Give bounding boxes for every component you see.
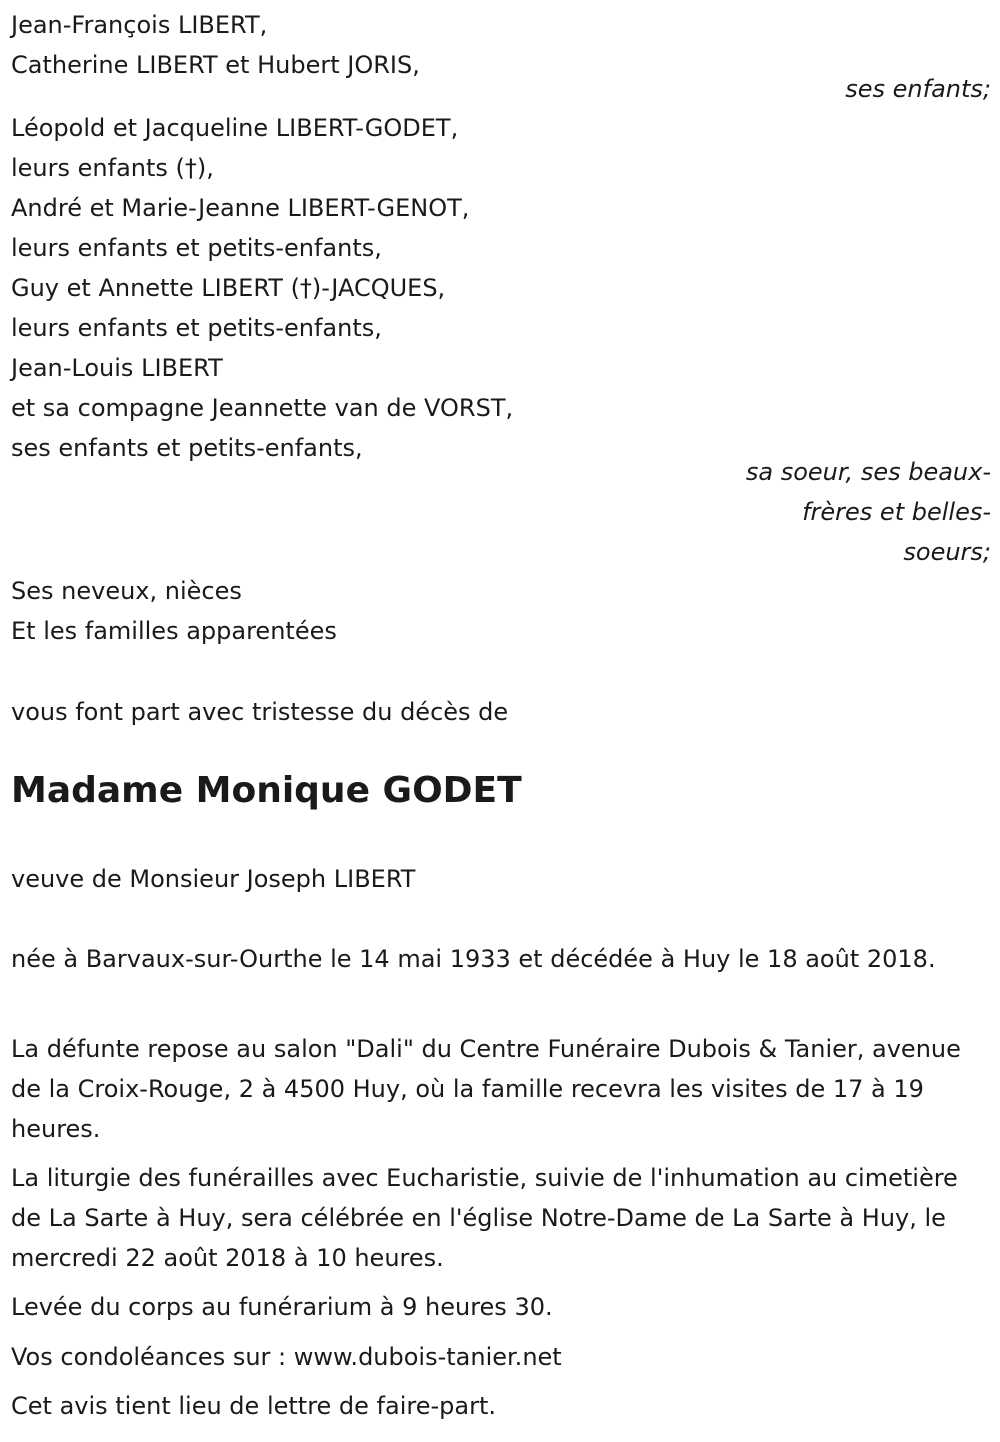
sibling-line: et sa compagne Jeannette van de VORST, (11, 394, 514, 422)
birth-death-paragraph: née à Barvaux-sur-Ourthe le 14 mai 1933 et décédée à Huy le 18 août 2018. (11, 945, 936, 973)
widow-of-text: veuve de Monsieur Joseph LIBERT (11, 865, 416, 893)
sibling-line: leurs enfants et petits-enfants, (11, 314, 382, 342)
sibling-line: leurs enfants (†), (11, 154, 214, 182)
condolences-paragraph: Vos condoléances sur : www.dubois-tanier.net (11, 1343, 562, 1371)
announcement-text: vous font part avec tristesse du décès de (11, 698, 509, 726)
sibling-line: ses enfants et petits-enfants, (11, 434, 363, 462)
siblings-role-line: frères et belles- (802, 498, 991, 526)
deceased-name: Madame Monique GODET (11, 770, 522, 811)
visitation-paragraph: La défunte repose au salon "Dali" du Centre Funéraire Dubois & Tanier, avenue de la Croix-Rouge, 2 à 4500 Huy, où la famille recevra les visites de 17 à 19 heures. (11, 1035, 961, 1143)
siblings-role-line: sa soeur, ses beaux- (745, 458, 991, 486)
sibling-line: leurs enfants et petits-enfants, (11, 234, 382, 262)
sibling-line: Guy et Annette LIBERT (†)-JACQUES, (11, 274, 446, 302)
siblings-group (11, 108, 991, 468)
sibling-line: Léopold et Jacqueline LIBERT-GODET, (11, 114, 459, 142)
siblings-role (731, 452, 991, 572)
extended-family (11, 571, 991, 651)
extended-family-line: Et les familles apparentées (11, 617, 337, 645)
child-line-2: Catherine LIBERT et Hubert JORIS, (11, 51, 420, 79)
notice-paragraph: Cet avis tient lieu de lettre de faire-part. (11, 1392, 496, 1420)
siblings-role-line: soeurs; (903, 538, 991, 566)
sibling-line: André et Marie-Jeanne LIBERT-GENOT, (11, 194, 470, 222)
funeral-paragraph: La liturgie des funérailles avec Eucharistie, suivie de l'inhumation au cimetière de La Sarte à Huy, sera célébrée en l'église Notre-Dame de La Sarte à Huy, le mercredi 22 août 2018 à 10 heures. (11, 1164, 958, 1272)
child-line-1: Jean-François LIBERT, (11, 11, 268, 39)
sibling-line: Jean-Louis LIBERT (11, 354, 223, 382)
extended-family-line: Ses neveux, nièces (11, 577, 242, 605)
body-removal-paragraph: Levée du corps au funérarium à 9 heures 30. (11, 1293, 553, 1321)
children-role: ses enfants; (845, 75, 991, 103)
